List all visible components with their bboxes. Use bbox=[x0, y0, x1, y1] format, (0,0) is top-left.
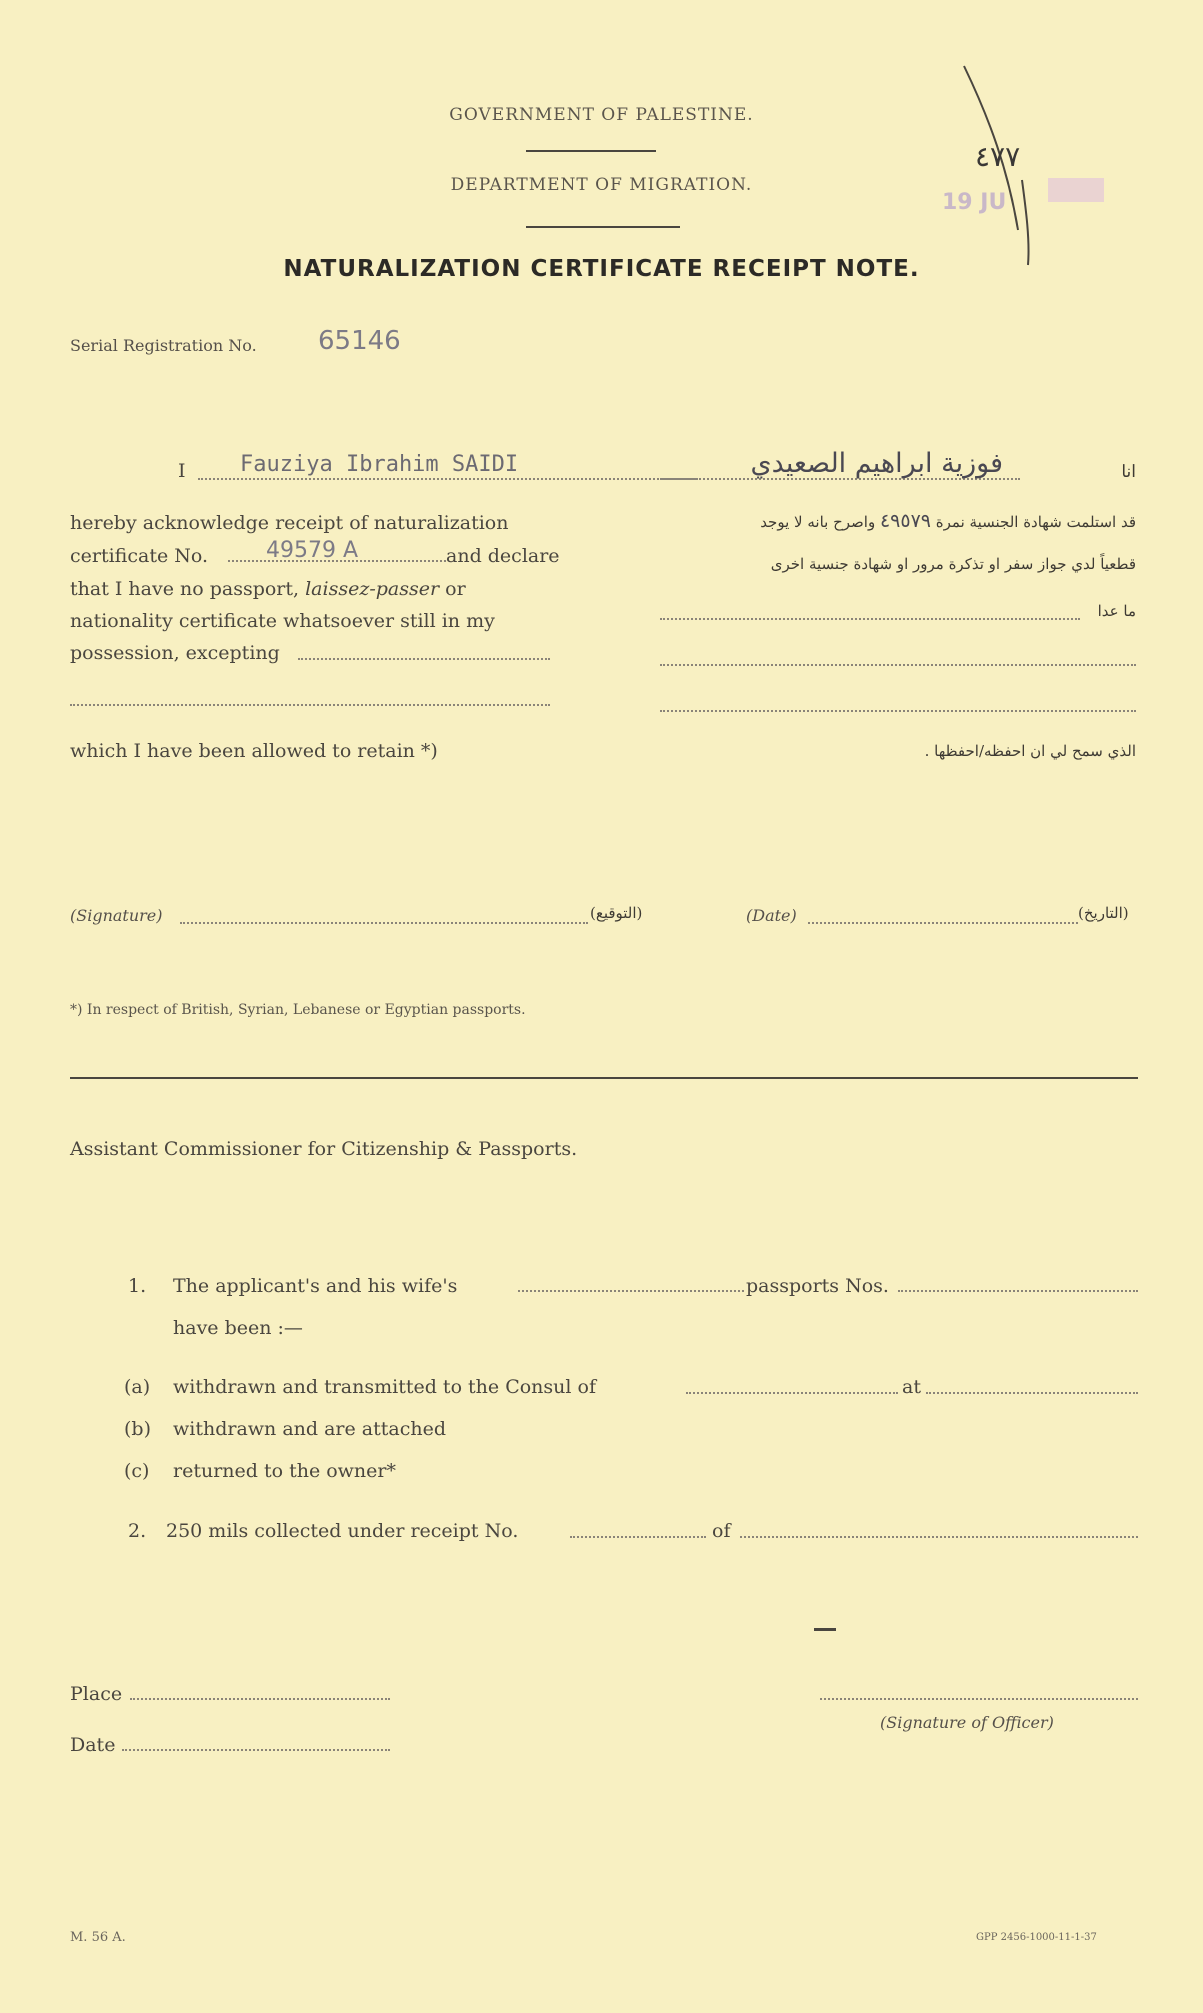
arabic-line-1 bbox=[760, 510, 1136, 532]
office-title: Assistant Commissioner for Citizenship & Passports. bbox=[70, 1138, 578, 1160]
certificate-number: 49579 A bbox=[266, 538, 359, 563]
corner-number: ٤٧٧ bbox=[975, 140, 1021, 173]
certificate-suffix: and declare bbox=[446, 545, 560, 567]
declaration-line-3b: or bbox=[439, 578, 466, 600]
option-a-at: at bbox=[902, 1376, 921, 1398]
excepting-line-2 bbox=[70, 704, 550, 706]
option-b-label: (b) bbox=[124, 1418, 151, 1440]
option-a-text: withdrawn and transmitted to the Consul of bbox=[173, 1376, 596, 1398]
item-1-have-been: have been :— bbox=[173, 1317, 303, 1339]
date-line bbox=[808, 922, 1078, 924]
arabic-line-2: قطعياً لدي جواز سفر او تذكرة مرور او شهادة جنسية اخرى bbox=[770, 555, 1136, 573]
officer-signature-line bbox=[820, 1698, 1138, 1700]
retain-text: which I have been allowed to retain *) bbox=[70, 740, 438, 762]
signature-label-arabic: (التوقيع) bbox=[590, 904, 643, 922]
header-divider-2 bbox=[526, 226, 680, 228]
arabic-line-3: ما عدا bbox=[1097, 602, 1136, 620]
declaration-line-3a: that I have no passport, bbox=[70, 578, 306, 600]
declaration-prefix: I bbox=[178, 460, 186, 482]
header-divider-1 bbox=[526, 150, 656, 152]
option-a-label: (a) bbox=[124, 1376, 151, 1398]
item-2-receipt-line bbox=[570, 1536, 706, 1538]
option-a-consul-line bbox=[686, 1392, 898, 1394]
date-label-arabic: (التاريخ) bbox=[1078, 904, 1129, 922]
laissez-passer-text: laissez-passer bbox=[305, 578, 440, 600]
declaration-line-3 bbox=[70, 578, 466, 600]
date-field-label: Date bbox=[70, 1734, 116, 1756]
serial-value: 65146 bbox=[318, 326, 401, 356]
stamp-smudge bbox=[1048, 178, 1104, 202]
declaration-line-1: hereby acknowledge receipt of naturalization bbox=[70, 512, 509, 534]
date-field-line bbox=[122, 1749, 390, 1751]
form-code: M. 56 A. bbox=[70, 1930, 126, 1945]
certificate-label: certificate No. bbox=[70, 545, 209, 567]
signature-line bbox=[180, 922, 588, 924]
department-heading: DEPARTMENT OF MIGRATION. bbox=[450, 175, 753, 195]
arabic-retain-text: الذي سمح لي ان احفظه/احفظها . bbox=[924, 742, 1136, 760]
option-c-label: (c) bbox=[124, 1460, 150, 1482]
serial-label: Serial Registration No. bbox=[70, 336, 257, 355]
place-line bbox=[130, 1698, 390, 1700]
section-divider bbox=[70, 1077, 1138, 1079]
date-stamp: 19 JU bbox=[942, 190, 1007, 215]
arabic-prefix: انا bbox=[1121, 462, 1136, 482]
item-2-of-line bbox=[740, 1536, 1138, 1538]
date-label: (Date) bbox=[746, 906, 797, 925]
item-1-number: 1. bbox=[128, 1275, 147, 1297]
place-label: Place bbox=[70, 1683, 123, 1705]
item-2-of: of bbox=[712, 1520, 731, 1542]
option-a-at-line bbox=[926, 1392, 1138, 1394]
declaration-line-4: nationality certificate whatsoever still in my bbox=[70, 610, 495, 632]
excepting-line bbox=[298, 658, 550, 660]
arabic-excepting-line-3 bbox=[660, 710, 1136, 712]
government-heading: GOVERNMENT OF PALESTINE. bbox=[449, 105, 754, 125]
arabic-line-1a: قد استلمت شهادة الجنسية نمرة bbox=[935, 513, 1136, 531]
officer-signature-label: (Signature of Officer) bbox=[880, 1713, 1054, 1732]
signature-label: (Signature) bbox=[70, 906, 163, 925]
item-1-passports-line bbox=[898, 1290, 1138, 1292]
arabic-line-1b: واصرح بانه لا يوجد bbox=[760, 513, 876, 531]
name-line bbox=[198, 478, 698, 480]
arabic-excepting-line-2 bbox=[660, 664, 1136, 666]
option-c-text: returned to the owner* bbox=[173, 1460, 396, 1482]
declaration-line-5: possession, excepting bbox=[70, 642, 280, 664]
applicant-name: Fauziya Ibrahim SAIDI bbox=[240, 452, 519, 477]
arabic-excepting-line bbox=[660, 618, 1080, 620]
arabic-certificate-number: ٤٩٥٧٩ bbox=[879, 510, 931, 532]
arabic-applicant-name: فوزية ابراهيم الصعيدي bbox=[750, 448, 1003, 479]
item-1-passports: passports Nos. bbox=[746, 1275, 889, 1297]
item-2-text: 250 mils collected under receipt No. bbox=[166, 1520, 519, 1542]
item-1-text: The applicant's and his wife's bbox=[173, 1275, 458, 1297]
option-b-text: withdrawn and are attached bbox=[173, 1418, 446, 1440]
footnote: *) In respect of British, Syrian, Lebanese or Egyptian passports. bbox=[70, 1002, 526, 1018]
item-2-number: 2. bbox=[128, 1520, 147, 1542]
page-title: NATURALIZATION CERTIFICATE RECEIPT NOTE. bbox=[283, 256, 920, 282]
pen-mark bbox=[814, 1628, 836, 1631]
item-1-wife-line bbox=[518, 1290, 744, 1292]
print-code: GPP 2456-1000-11-1-37 bbox=[976, 1932, 1097, 1943]
